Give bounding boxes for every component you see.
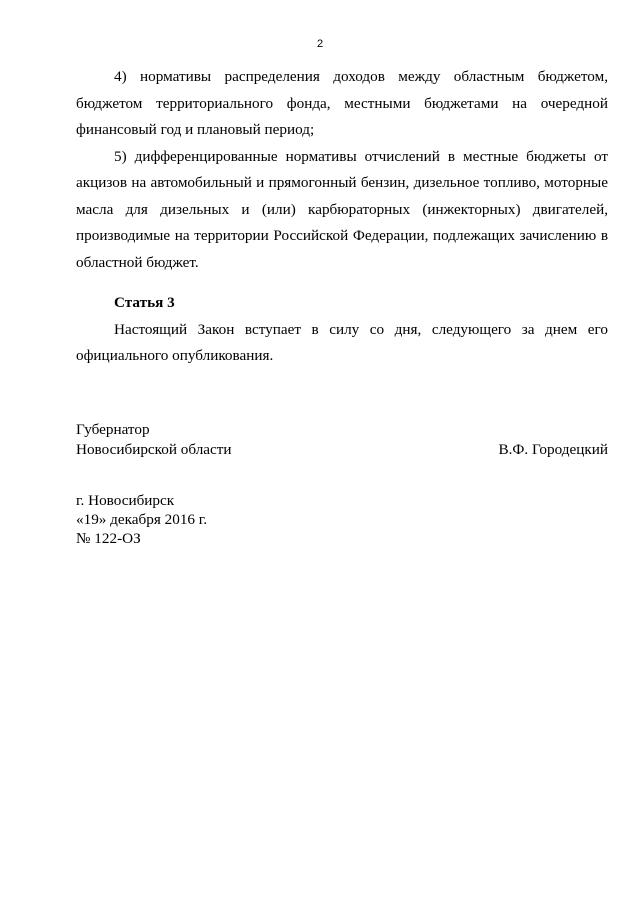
date: «19» декабря 2016 г. bbox=[76, 511, 208, 528]
page-number: 2 bbox=[316, 38, 324, 50]
place-date-block bbox=[76, 491, 207, 548]
signatory-title: Губернатор bbox=[76, 421, 150, 438]
signature-block bbox=[76, 420, 608, 460]
law-points bbox=[76, 64, 608, 276]
point-4: 4) нормативы распределения доходов между областным бюджетом, бюджетом территориального фонда, местными бюджетами на очередной финансовый год и плановый период; bbox=[76, 68, 608, 138]
point-5: 5) дифференцированные нормативы отчислений в местные бюджеты от акцизов на автомобильный и прямогонный бензин, дизельное топливо, моторные масла для дизельных и (или) карбюраторных (инжекторных) двигателей, производимые на территории Российской Федерации, подлежащих зачислению в областной бюджет. bbox=[76, 147, 608, 271]
article-text: Настоящий Закон вступает в силу со дня, следующего за днем его официального опубликования. bbox=[76, 320, 608, 364]
city: г. Новосибирск bbox=[76, 492, 175, 509]
signatory-name: В.Ф. Городецкий bbox=[498, 441, 608, 458]
article-3 bbox=[76, 290, 608, 370]
signatory-region: Новосибирской области bbox=[76, 441, 232, 458]
law-number: № 122-ОЗ bbox=[76, 530, 141, 547]
article-heading: Статья 3 bbox=[114, 294, 175, 311]
